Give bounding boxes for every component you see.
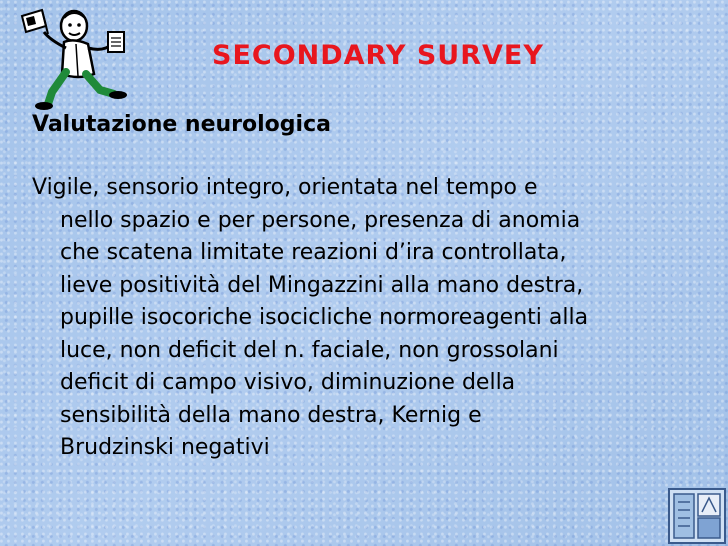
body-line: Vigile, sensorio integro, orientata nel tempo e — [32, 175, 538, 200]
body-line: che scatena limitate reazioni d’ira controllata, — [60, 240, 567, 265]
body-paragraph — [32, 172, 702, 465]
section-subtitle: Valutazione neurologica — [32, 112, 331, 137]
body-line: lieve positività del Mingazzini alla mano destra, — [60, 272, 584, 298]
body-line: sensibilità della mano destra, Kernig e — [60, 402, 482, 428]
body-line: luce, non deficit del n. faciale, non grossolani — [60, 337, 559, 363]
body-line: pupille isocoriche isocicliche normoreagenti alla — [60, 305, 589, 330]
body-line: nello spazio e per persone, presenza di anomia — [60, 207, 581, 233]
body-line: Brudzinski negativi — [60, 435, 270, 460]
hospital-logo-icon — [668, 488, 726, 544]
body-line: deficit di campo visivo, diminuzione della — [60, 370, 516, 395]
running-doctor-icon — [8, 4, 136, 112]
slide-title: SECONDARY SURVEY — [212, 40, 544, 71]
